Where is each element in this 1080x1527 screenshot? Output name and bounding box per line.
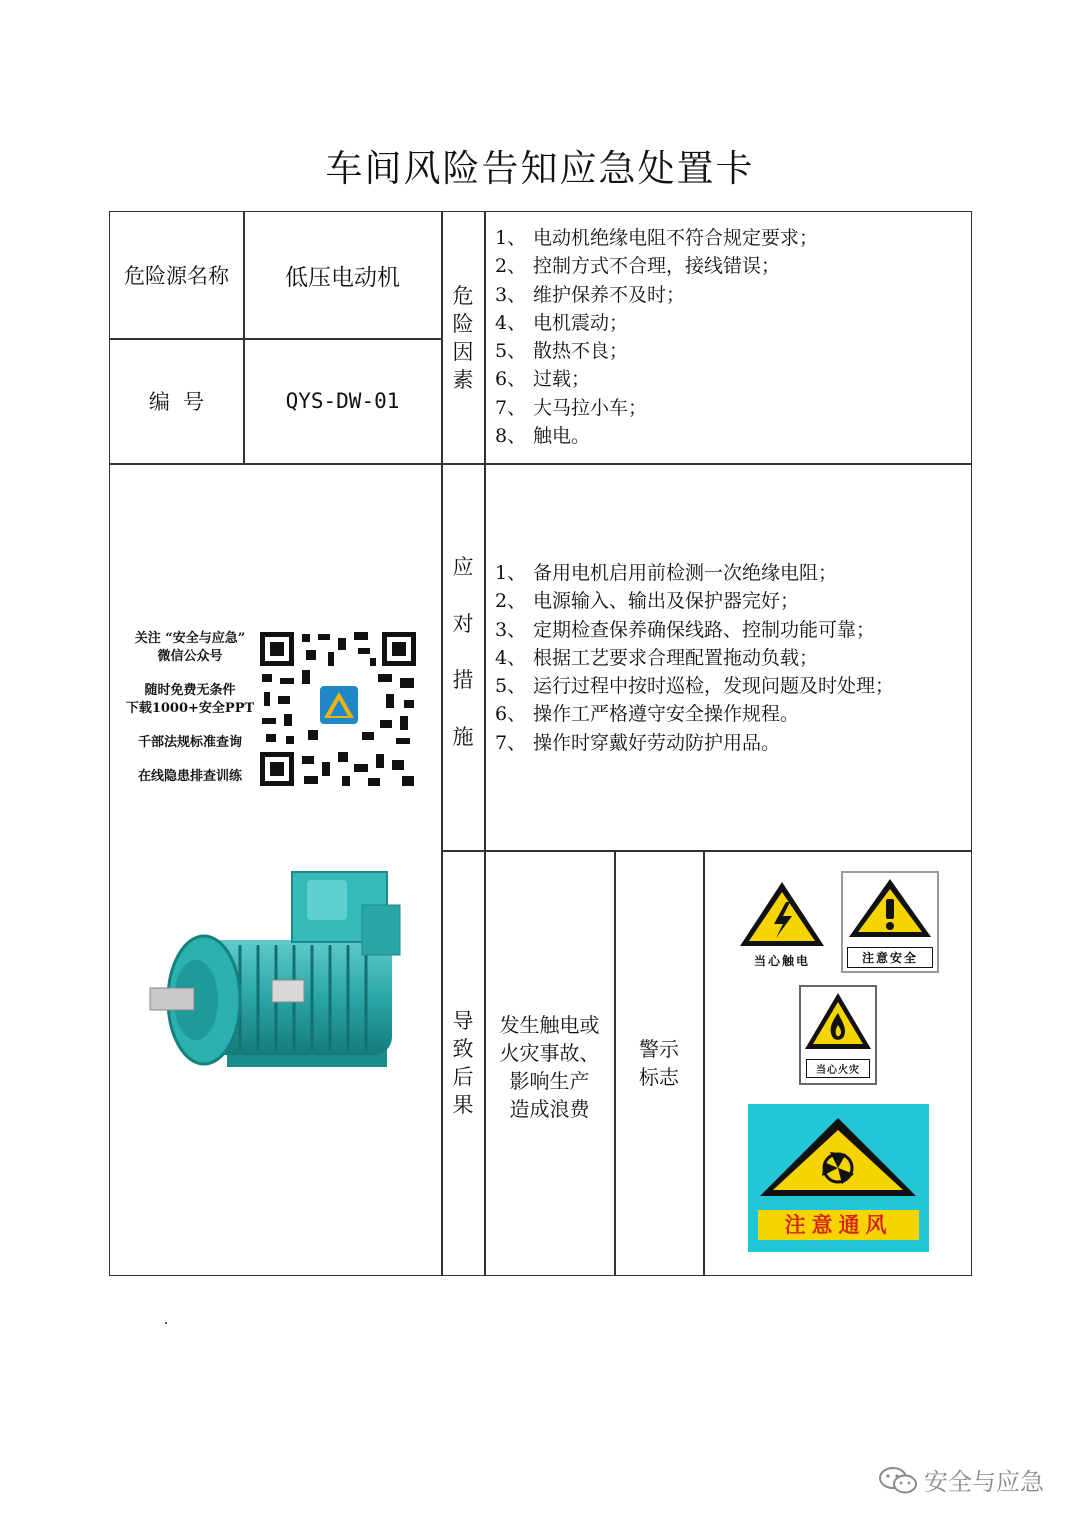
heading-char: 果 [452,1093,474,1117]
warning-heading [615,851,703,1275]
consequence-line: 火灾事故、 [499,1041,600,1065]
list-item: 8、 触电。 [495,425,591,448]
consequence-line: 造成浪费 [509,1097,590,1121]
list-item: 2、 电源输入、输出及保护器完好； [495,590,800,613]
fire-warning-icon [799,985,877,1085]
sign-label: 当心火灾 [806,1059,870,1078]
heading-char: 施 [452,724,474,749]
sign-label: 当心触电 [753,954,810,968]
watermark [878,1462,1044,1497]
risk-factors-heading [442,212,484,463]
heading-char: 对 [452,611,474,636]
list-item: 7、 大马拉小车； [495,396,648,419]
promo-line: 微信公众号 [157,649,223,664]
qr-code[interactable] [258,630,420,790]
consequence-line: 发生触电或 [499,1013,600,1037]
promo-line: 关注 “安全与应急” [134,631,246,646]
stray-dot [165,1322,167,1324]
consequence-heading [442,851,484,1275]
promo-text [120,630,260,798]
heading-char: 素 [452,367,474,392]
heading-char: 因 [452,339,474,364]
consequence-text [484,1011,615,1123]
promo-line: 千部法规标准查询 [137,735,242,750]
list-item: 1、 备用电机启用前检测一次绝缘电阻； [495,562,838,584]
page-title: 车间风险告知应急处置卡 [325,147,755,190]
risk-factors-list [495,224,818,450]
list-item: 5、 散热不良； [495,340,629,363]
list-item: 4、 电机震动； [495,311,629,334]
heading-char: 应 [452,555,474,579]
list-item: 6、 过载； [495,368,591,391]
motor-photo [132,850,432,1100]
hazard-name-value: 低压电动机 [285,264,400,291]
list-item: 2、 控制方式不合理，接线错误； [495,255,781,278]
sign-label: 注意通风 [758,1210,919,1240]
hazard-code-label: 编 号 [148,390,205,414]
promo-line: 下载1000+安全PPT [125,701,255,716]
heading-char: 险 [452,311,474,336]
heading-char: 致 [452,1037,474,1061]
promo-line: 在线隐患排查训练 [137,769,242,784]
list-item: 1、 电动机绝缘电阻不符合规定要求； [495,227,819,249]
ventilation-warning-icon [748,1104,929,1252]
heading-text: 标志 [639,1065,679,1089]
promo-line: 随时免费无条件 [144,683,236,698]
list-item: 5、 运行过程中按时巡检，发现问题及时处理； [495,675,895,698]
hazard-code-value: QYS-DW-01 [285,389,400,413]
electric-shock-warning-icon [736,878,828,973]
risk-card [109,211,972,1276]
list-item: 3、 定期检查保养确保线路、控制功能可靠； [495,618,876,641]
general-caution-icon [841,871,939,973]
list-item: 6、 操作工严格遵守安全操作规程。 [495,703,800,726]
measures-heading [442,552,484,752]
heading-char: 措 [452,668,474,692]
heading-text: 警示 [639,1037,679,1061]
list-item: 7、 操作时穿戴好劳动防护用品。 [495,731,781,754]
list-item: 4、 根据工艺要求合理配置拖动负载； [495,646,819,669]
wechat-icon [878,1465,918,1495]
list-item: 3、 维护保养不及时； [495,283,686,306]
heading-char: 导 [452,1009,474,1033]
watermark-text: 安全与应急 [924,1468,1044,1496]
sign-label: 注意安全 [847,947,933,968]
heading-char: 后 [452,1065,474,1089]
measures-list [495,559,894,757]
heading-char: 危 [452,283,474,308]
consequence-line: 影响生产 [509,1069,590,1093]
hazard-name-label: 危险源名称 [124,264,229,288]
